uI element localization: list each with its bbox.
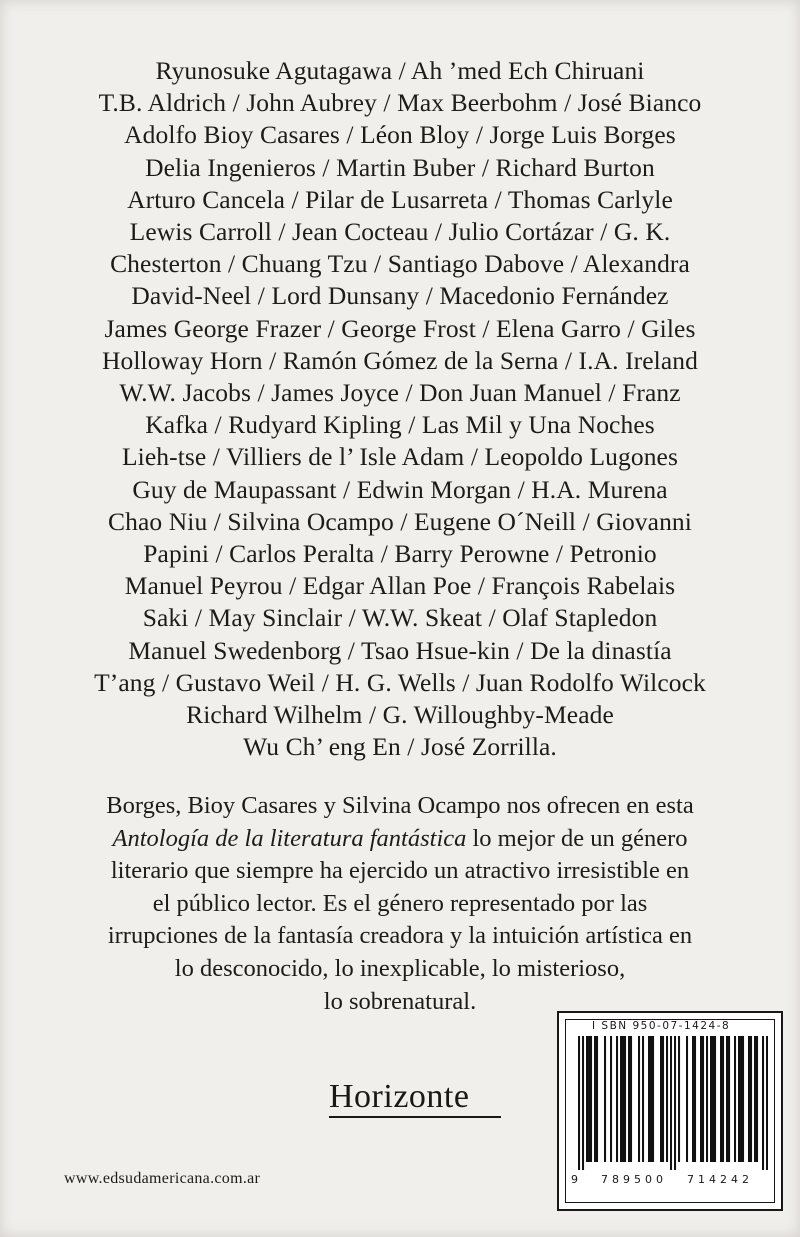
barcode-bar [700, 1036, 702, 1162]
barcode-bars [578, 1036, 768, 1170]
barcode-bar [588, 1036, 590, 1162]
barcode-bar [714, 1036, 716, 1162]
author-line: Richard Wilhelm / G. Willoughby-Meade [186, 700, 614, 730]
author-line: Papini / Carlos Peralta / Barry Perowne / Petronio [143, 539, 657, 569]
barcode-bar [662, 1036, 664, 1162]
barcode-bar [734, 1036, 736, 1162]
isbn-label: I SBN 950-07-1424-8 [592, 1020, 731, 1032]
author-line: Delia Ingenieros / Martin Buber / Richard Burton [145, 152, 655, 182]
publisher-website: www.edsudamericana.com.ar [64, 1170, 261, 1187]
author-line: T.B. Aldrich / John Aubrey / Max Beerbohm / José Bianco [98, 88, 702, 118]
barcode-bar [594, 1036, 596, 1162]
barcode-bar [702, 1036, 704, 1162]
barcode-bar [648, 1036, 650, 1162]
barcode-bar [638, 1036, 640, 1162]
barcode-bar [738, 1036, 740, 1162]
author-line: Lieh-tse / Villiers de l’ Isle Adam / Leopoldo Lugones [121, 442, 678, 472]
barcode-bar [670, 1036, 672, 1170]
ean-right-group: 714242 [687, 1173, 753, 1186]
barcode-bar [578, 1036, 580, 1170]
barcode-bar [720, 1036, 722, 1162]
ean-first-digit: 9 [571, 1173, 578, 1186]
author-line: Chao Niu / Silvina Ocampo / Eugene O´Neill / Giovanni [108, 506, 692, 536]
barcode-bar [610, 1036, 612, 1162]
barcode-bar [710, 1036, 712, 1162]
barcode-bar [726, 1036, 728, 1162]
author-line: W.W. Jacobs / James Joyce / Don Juan Manuel / Franz [119, 378, 681, 408]
book-description [40, 790, 760, 1018]
barcode-bar [762, 1036, 764, 1170]
author-line: Wu Ch’ eng En / José Zorrilla. [243, 732, 557, 762]
ean-digits [571, 1173, 771, 1189]
barcode-bar [686, 1036, 688, 1162]
description-text: lo mejor de un género [466, 824, 688, 852]
barcode-bar [756, 1036, 758, 1162]
barcode-bar [754, 1036, 756, 1162]
barcode-bar [766, 1036, 768, 1170]
barcode-bar [596, 1036, 598, 1162]
publisher-logo: Horizonte [329, 1078, 470, 1115]
barcode-bar [628, 1036, 630, 1162]
description-line: lo sobrenatural. [323, 987, 477, 1015]
author-line: Manuel Peyrou / Edgar Allan Poe / François Rabelais [124, 571, 676, 601]
author-line: Lewis Carroll / Jean Cocteau / Julio Cortázar / G. K. [129, 217, 671, 247]
author-line: David-Neel / Lord Dunsany / Macedonio Fernández [131, 281, 669, 311]
author-line: Saki / May Sinclair / W.W. Skeat / Olaf Stapledon [142, 603, 658, 633]
author-line: Adolfo Bioy Casares / Léon Bloy / Jorge Luis Borges [124, 120, 676, 150]
barcode-bar [586, 1036, 588, 1162]
description-line: irrupciones de la fantasía creadora y la intuición artística en [107, 922, 693, 950]
logo-underline [329, 1116, 501, 1118]
author-line: Kafka / Rudyard Kipling / Las Mil y Una Noches [145, 410, 655, 440]
barcode-bar [642, 1036, 644, 1162]
ean-left-group: 789500 [601, 1173, 667, 1186]
barcode-bar [742, 1036, 744, 1162]
barcode-bar [678, 1036, 680, 1162]
description-line: lo desconocido, lo inexplicable, lo misterioso, [174, 954, 626, 982]
barcode-bar [622, 1036, 624, 1162]
barcode-bar [748, 1036, 750, 1162]
author-line: T’ang / Gustavo Weil / H. G. Wells / Juan Rodolfo Wilcock [94, 667, 706, 697]
description-line [40, 823, 760, 856]
barcode-bar [620, 1036, 622, 1162]
author-line: Holloway Horn / Ramón Gómez de la Serna / I.A. Ireland [102, 345, 698, 375]
barcode-bar [722, 1036, 724, 1162]
author-line: Chesterton / Chuang Tzu / Santiago Dabove / Alexandra [110, 249, 690, 279]
barcode-bar [652, 1036, 654, 1162]
description-line: literario que siempre ha ejercido un atractivo irresistible en [110, 857, 690, 885]
barcode-bar [740, 1036, 742, 1162]
author-line: Ryunosuke Agutagawa / Ah ’med Ech Chiruani [155, 56, 645, 85]
description-line: el público lector. Es el género representado por las [152, 889, 648, 917]
barcode-bar [750, 1036, 752, 1162]
barcode-bar [590, 1036, 592, 1162]
author-list [20, 55, 780, 763]
author-line: Arturo Cancela / Pilar de Lusarreta / Thomas Carlyle [127, 184, 673, 214]
author-line: Manuel Swedenborg / Tsao Hsue-kin / De la dinastía [128, 635, 672, 665]
barcode-bar [604, 1036, 606, 1162]
barcode-bar [630, 1036, 632, 1162]
barcode-bar [694, 1036, 696, 1162]
author-line: James George Frazer / George Frost / Elena Garro / Giles [104, 313, 696, 343]
barcode-bar [616, 1036, 618, 1162]
barcode-bar [624, 1036, 626, 1162]
barcode-bar [712, 1036, 714, 1162]
barcode-bar [692, 1036, 694, 1162]
description-line: Borges, Bioy Casares y Silvina Ocampo nos ofrecen en esta [106, 792, 694, 819]
barcode-bar [650, 1036, 652, 1162]
barcode-bar [582, 1036, 584, 1170]
barcode-bar [706, 1036, 708, 1162]
author-line: Guy de Maupassant / Edwin Morgan / H.A. Murena [132, 474, 668, 504]
book-title: Antología de la literatura fantástica [112, 824, 467, 852]
barcode-bar [666, 1036, 668, 1162]
barcode-bar [728, 1036, 730, 1162]
barcode-bar [660, 1036, 662, 1162]
barcode-bar [674, 1036, 676, 1170]
